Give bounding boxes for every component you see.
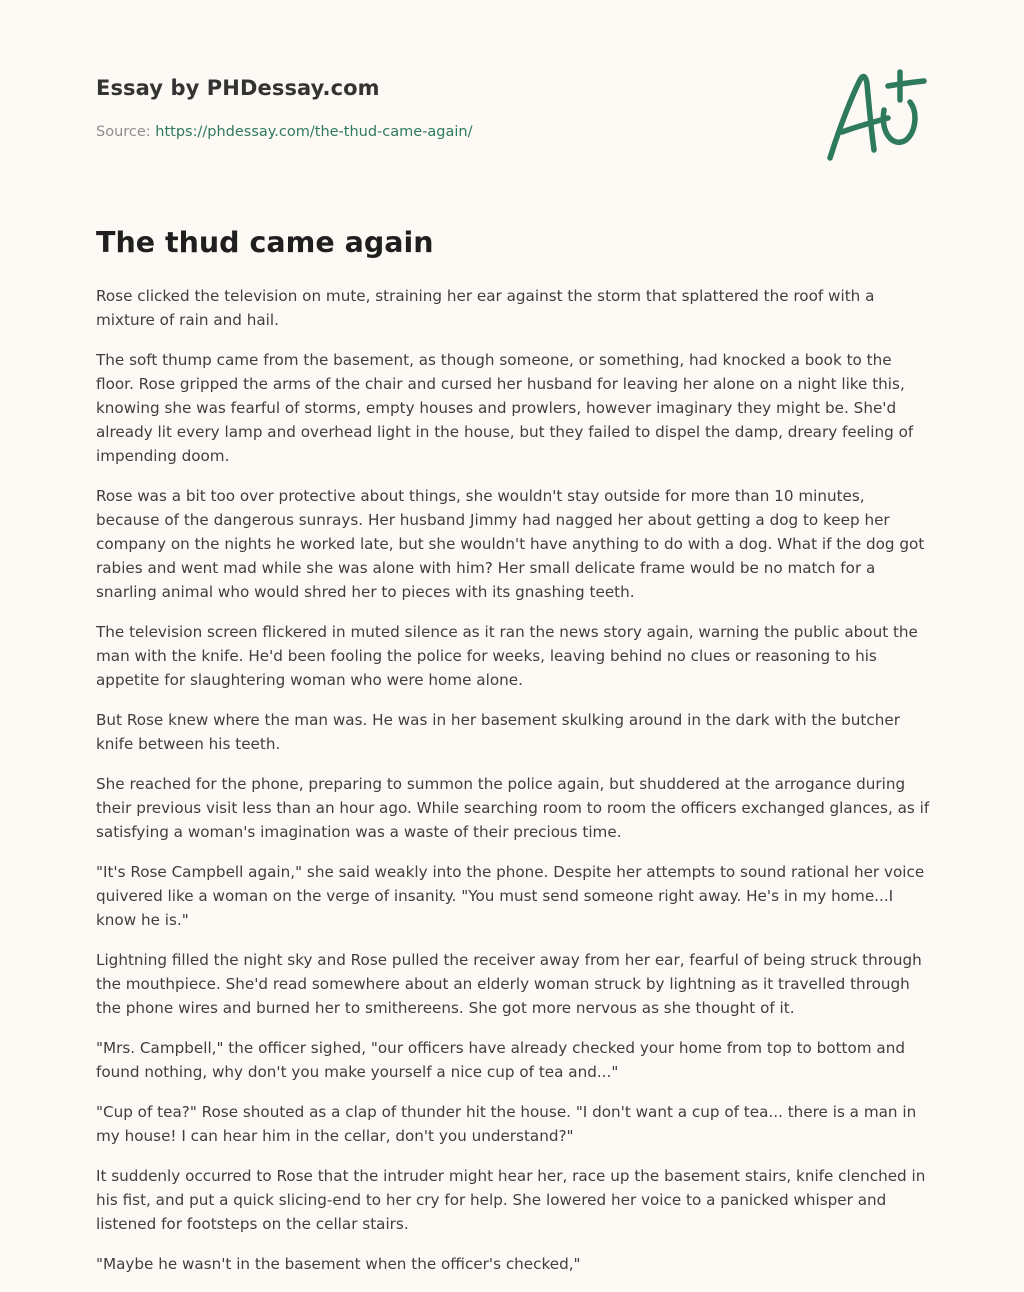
paragraph: Lightning filled the night sky and Rose pulled the receiver away from her ear, fearful of being struck through the mouthpiece. She'd read somewhere about an elderly woman struck by lightning as it travelled through the phone wires and burned her to smithereens. She got more nervous as she thought of it.	[96, 951, 922, 1017]
essay-body	[96, 284, 932, 1292]
paragraph: But Rose knew where the man was. He was in her basement skulking around in the dark with the butcher knife between his teeth.	[96, 711, 900, 753]
paragraph: "Mrs. Campbell," the officer sighed, "our officers have already checked your home from top to bottom and found nothing, why don't you make yourself a nice cup of tea and..."	[96, 1039, 905, 1081]
paragraph: "Maybe he wasn't in the basement when the officer's checked,"	[96, 1255, 581, 1273]
a-plus-logo-icon	[822, 66, 932, 166]
site-title: Essay by PHDessay.com	[96, 76, 380, 100]
paragraph: Rose was a bit too over protective about things, she wouldn't stay outside for more than 10 minutes, because of the dangerous sunrays. Her husband Jimmy had nagged her about getting a dog to keep her company on the nights he worked late, but she wouldn't have anything to do with a dog. What if the dog got rabies and went mad while she was alone with him? Her small delicate frame would be no match for a snarling animal who would shred her to pieces with its gnashing teeth.	[96, 487, 925, 601]
paragraph: Rose clicked the television on mute, straining her ear against the storm that splattered the roof with a mixture of rain and hail.	[96, 287, 875, 329]
source-line	[96, 124, 473, 140]
paragraph: The soft thump came from the basement, as though someone, or something, had knocked a book to the floor. Rose gripped the arms of the chair and cursed her husband for leaving her alone on a night like this, knowing she was fearful of storms, empty houses and prowlers, however imaginary they might be. She'd already lit every lamp and overhead light in the house, but they failed to dispel the damp, dreary feeling of impending doom.	[96, 351, 914, 465]
paragraph: "Cup of tea?" Rose shouted as a clap of thunder hit the house. "I don't want a cup of tea... there is a man in my house! I can hear him in the cellar, don't you understand?"	[96, 1103, 917, 1145]
paragraph: It suddenly occurred to Rose that the intruder might hear her, race up the basement stairs, knife clenched in his fist, and put a quick slicing-end to her cry for help. She lowered her voice to a panicked whisper and listened for footsteps on the cellar stairs.	[96, 1167, 926, 1233]
source-label: Source:	[96, 124, 151, 140]
essay-title: The thud came again	[96, 226, 434, 259]
paragraph: She reached for the phone, preparing to summon the police again, but shuddered at the arrogance during their previous visit less than an hour ago. While searching room to room the officers exchanged glances, as if satisfying a woman's imagination was a waste of their precious time.	[96, 775, 930, 841]
source-link[interactable]: https://phdessay.com/the-thud-came-again/	[155, 124, 473, 140]
paragraph: The television screen flickered in muted silence as it ran the news story again, warning the public about the man with the knife. He'd been fooling the police for weeks, leaving behind no clues or reasoning to his appetite for slaughtering woman who were home alone.	[96, 623, 918, 689]
paragraph: "It's Rose Campbell again," she said weakly into the phone. Despite her attempts to sound rational her voice quivered like a woman on the verge of insanity. "You must send someone right away. He's in my home...I know he is."	[96, 863, 925, 929]
